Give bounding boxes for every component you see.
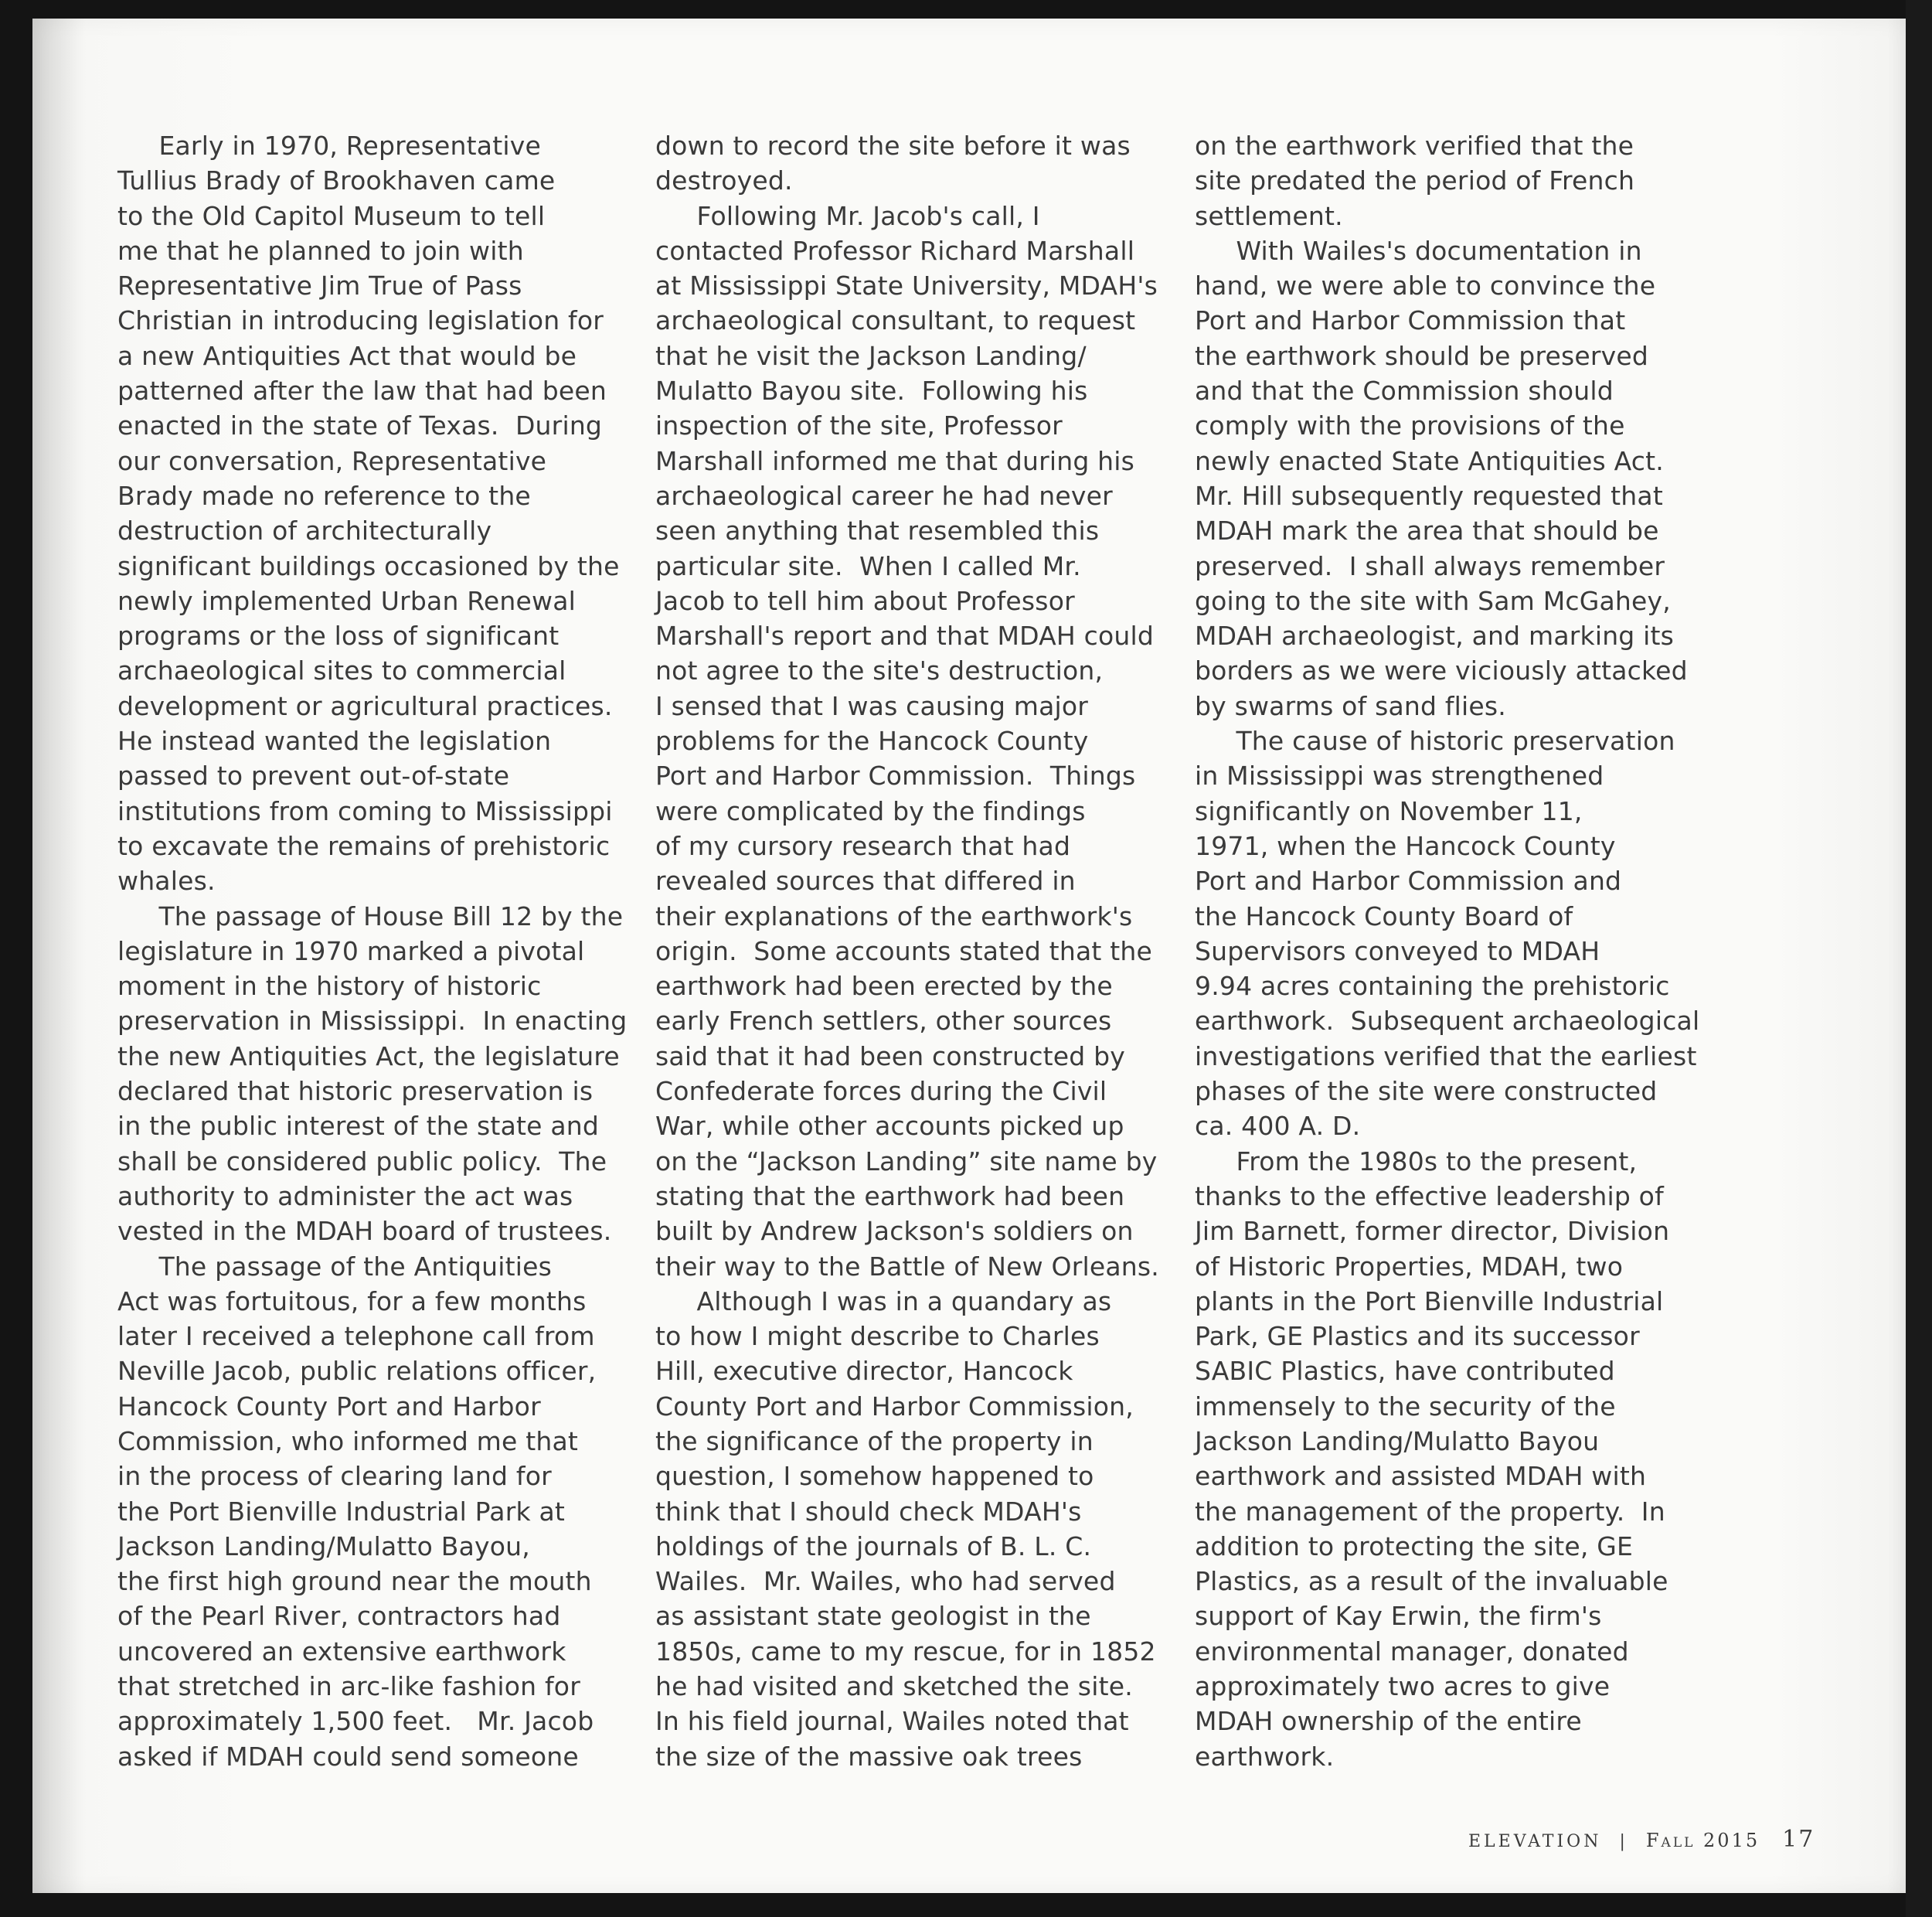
text-line: The cause of historic preservation [1195, 726, 1675, 757]
text-line: said that it had been constructed by [655, 1040, 1126, 1071]
text-line: phases of the site were constructed [1195, 1076, 1658, 1107]
text-line: built by Andrew Jackson's soldiers on [655, 1216, 1134, 1247]
text-line: Christian in introducing legislation for [117, 305, 604, 336]
text-line: Brady made no reference to the [117, 480, 531, 511]
text-line: institutions from coming to Mississippi [117, 795, 613, 826]
text-line: MDAH ownership of the entire [1195, 1706, 1582, 1737]
text-line: that stretched in arc-like fashion for [117, 1671, 580, 1702]
text-line: Plastics, as a result of the invaluable [1195, 1566, 1668, 1597]
text-line: whales. [117, 866, 216, 897]
text-line: Port and Harbor Commission. Things [655, 761, 1136, 792]
text-line: on the earthwork verified that the [1195, 131, 1634, 161]
text-line: site predated the period of French [1195, 165, 1635, 196]
text-line: hand, we were able to convince the [1195, 271, 1656, 301]
text-line: to how I might describe to Charles [655, 1321, 1100, 1352]
text-line: 1971, when the Hancock County [1195, 830, 1616, 861]
text-column-1 [117, 128, 643, 1774]
text-line: programs or the loss of significant [117, 621, 560, 652]
text-line: stating that the earthwork had been [655, 1180, 1125, 1211]
text-line: Marshall informed me that during his [655, 445, 1135, 476]
text-line: the management of the property. In [1195, 1496, 1665, 1527]
text-line: With Wailes's documentation in [1195, 235, 1642, 266]
text-line: earthwork. Subsequent archaeological [1195, 1006, 1700, 1037]
text-line: newly implemented Urban Renewal [117, 585, 577, 616]
text-line: the new Antiquities Act, the legislature [117, 1040, 620, 1071]
text-line: in the process of clearing land for [117, 1461, 552, 1492]
text-line: archaeological career he had never [655, 480, 1113, 511]
page-footer [1468, 1826, 1815, 1853]
text-line: destruction of architecturally [117, 516, 492, 546]
text-line: newly enacted State Antiquities Act. [1195, 445, 1664, 476]
text-line: the Hancock County Board of [1195, 901, 1573, 931]
text-line: Park, GE Plastics and its successor [1195, 1321, 1640, 1352]
text-line: going to the site with Sam McGahey, [1195, 585, 1671, 616]
text-line: addition to protecting the site, GE [1195, 1531, 1634, 1561]
text-line: Commission, who informed me that [117, 1425, 579, 1456]
text-line: asked if MDAH could send someone [117, 1741, 579, 1772]
text-column-2 [655, 128, 1181, 1774]
text-line: passed to prevent out-of-state [117, 761, 510, 792]
text-line: Jackson Landing/Mulatto Bayou [1195, 1425, 1600, 1456]
text-line: inspection of the site, Professor [655, 410, 1063, 441]
text-line: in the public interest of the state and [117, 1111, 600, 1142]
text-line: destroyed. [655, 165, 793, 196]
text-line: legislature in 1970 marked a pivotal [117, 935, 585, 966]
text-line: He instead wanted the legislation [117, 726, 552, 757]
text-line: The passage of House Bill 12 by the [117, 901, 624, 931]
text-line: me that he planned to join with [117, 235, 524, 266]
text-line: declared that historic preservation is [117, 1076, 594, 1107]
text-line: Jackson Landing/Mulatto Bayou, [117, 1531, 530, 1561]
text-line: Port and Harbor Commission and [1195, 866, 1622, 897]
text-line: a new Antiquities Act that would be [117, 340, 577, 371]
text-line: of Historic Properties, MDAH, two [1195, 1251, 1624, 1282]
page-number: 17 [1782, 1826, 1815, 1853]
text-line: their way to the Battle of New Orleans. [655, 1251, 1159, 1282]
text-line: origin. Some accounts stated that the [655, 935, 1152, 966]
text-line: Mr. Hill subsequently requested that [1195, 480, 1663, 511]
text-line: to excavate the remains of prehistoric [117, 830, 611, 861]
text-line: earthwork and assisted MDAH with [1195, 1461, 1647, 1492]
text-line: archaeological sites to commercial [117, 655, 566, 686]
text-line: the earthwork should be preserved [1195, 340, 1649, 371]
text-line: down to record the site before it was [655, 131, 1131, 161]
text-line: War, while other accounts picked up [655, 1111, 1124, 1142]
text-line: earthwork. [1195, 1741, 1335, 1772]
text-line: Confederate forces during the Civil [655, 1076, 1107, 1107]
text-line: were complicated by the findings [655, 795, 1086, 826]
text-line: ca. 400 A. D. [1195, 1111, 1361, 1142]
text-line: borders as we were viciously attacked [1195, 655, 1688, 686]
text-line: thanks to the effective leadership of [1195, 1180, 1664, 1211]
text-line: not agree to the site's destruction, [655, 655, 1104, 686]
text-line: problems for the Hancock County [655, 726, 1089, 757]
text-line: patterned after the law that had been [117, 376, 607, 407]
text-line: support of Kay Erwin, the firm's [1195, 1601, 1602, 1632]
text-line: particular site. When I called Mr. [655, 550, 1081, 581]
text-line: Jacob to tell him about Professor [655, 585, 1075, 616]
text-line: our conversation, Representative [117, 445, 547, 476]
text-line: Although I was in a quandary as [655, 1285, 1112, 1316]
text-line: significantly on November 11, [1195, 795, 1583, 826]
text-line: Representative Jim True of Pass [117, 271, 522, 301]
text-line: Tullius Brady of Brookhaven came [117, 165, 556, 196]
text-line: of my cursory research that had [655, 830, 1071, 861]
text-line: County Port and Harbor Commission, [655, 1391, 1134, 1422]
text-line: approximately 1,500 feet. Mr. Jacob [117, 1706, 594, 1737]
text-line: vested in the MDAH board of trustees. [117, 1216, 612, 1247]
text-line: approximately two acres to give [1195, 1671, 1611, 1702]
text-line: In his field journal, Wailes noted that [655, 1706, 1129, 1737]
text-line: 9.94 acres containing the prehistoric [1195, 971, 1670, 1002]
text-line: Hancock County Port and Harbor [117, 1391, 541, 1422]
text-line: Port and Harbor Commission that [1195, 305, 1626, 336]
text-line: moment in the history of historic [117, 971, 542, 1002]
text-line: of the Pearl River, contractors had [117, 1601, 561, 1632]
text-line: their explanations of the earthwork's [655, 901, 1133, 931]
text-line: I sensed that I was causing major [655, 690, 1089, 721]
text-line: preservation in Mississippi. In enacting [117, 1006, 628, 1037]
text-line: and that the Commission should [1195, 376, 1614, 407]
text-line: archaeological consultant, to request [655, 305, 1136, 336]
text-line: preserved. I shall always remember [1195, 550, 1665, 581]
text-line: The passage of the Antiquities [117, 1251, 553, 1282]
text-line: environmental manager, donated [1195, 1636, 1629, 1667]
text-line: Hill, executive director, Hancock [655, 1356, 1073, 1387]
text-line: on the “Jackson Landing” site name by [655, 1146, 1158, 1176]
text-line: earthwork had been erected by the [655, 971, 1113, 1002]
publication-name: ELEVATION [1468, 1832, 1602, 1851]
text-line: to the Old Capitol Museum to tell [117, 200, 546, 231]
text-line: as assistant state geologist in the [655, 1601, 1091, 1632]
text-line: authority to administer the act was [117, 1180, 573, 1211]
text-line: at Mississippi State University, MDAH's [655, 271, 1158, 301]
text-line: the Port Bienville Industrial Park at [117, 1496, 566, 1527]
text-line: Marshall's report and that MDAH could [655, 621, 1154, 652]
issue-season: Fall 2015 [1645, 1830, 1760, 1851]
text-line: in Mississippi was strengthened [1195, 761, 1604, 792]
text-line: holdings of the journals of B. L. C. [655, 1531, 1092, 1561]
text-line: Early in 1970, Representative [117, 131, 541, 161]
text-line: SABIC Plastics, have contributed [1195, 1356, 1615, 1387]
text-line: significant buildings occasioned by the [117, 550, 620, 581]
text-line: MDAH mark the area that should be [1195, 516, 1659, 546]
text-line: contacted Professor Richard Marshall [655, 235, 1135, 266]
text-line: settlement. [1195, 200, 1343, 231]
text-line: by swarms of sand flies. [1195, 690, 1506, 721]
text-line: MDAH archaeologist, and marking its [1195, 621, 1675, 652]
text-line: question, I somehow happened to [655, 1461, 1094, 1492]
text-line: immensely to the security of the [1195, 1391, 1616, 1422]
text-line: the first high ground near the mouth [117, 1566, 592, 1597]
text-line: enacted in the state of Texas. During [117, 410, 603, 441]
text-line: Act was fortuitous, for a few months [117, 1285, 587, 1316]
text-line: revealed sources that differed in [655, 866, 1076, 897]
text-line: Wailes. Mr. Wailes, who had served [655, 1566, 1116, 1597]
text-line: the size of the massive oak trees [655, 1741, 1083, 1772]
text-line: Following Mr. Jacob's call, I [655, 200, 1040, 231]
text-line: plants in the Port Bienville Industrial [1195, 1285, 1664, 1316]
text-line: Supervisors conveyed to MDAH [1195, 935, 1600, 966]
text-line: think that I should check MDAH's [655, 1496, 1082, 1527]
text-line: he had visited and sketched the site. [655, 1671, 1133, 1702]
text-line: Mulatto Bayou site. Following his [655, 376, 1088, 407]
page-spine-shadow [32, 19, 87, 1893]
text-line: Jim Barnett, former director, Division [1195, 1216, 1670, 1247]
text-line: that he visit the Jackson Landing/ [655, 340, 1087, 371]
text-line: later I received a telephone call from [117, 1321, 595, 1352]
text-column-3 [1195, 128, 1720, 1774]
text-line: early French settlers, other sources [655, 1006, 1112, 1037]
text-line: uncovered an extensive earthwork [117, 1636, 566, 1667]
text-line: the significance of the property in [655, 1425, 1094, 1456]
text-line: shall be considered public policy. The [117, 1146, 607, 1176]
text-line: seen anything that resembled this [655, 516, 1100, 546]
text-line: From the 1980s to the present, [1195, 1146, 1638, 1176]
text-line: comply with the provisions of the [1195, 410, 1625, 441]
footer-separator: | [1619, 1832, 1628, 1851]
text-line: investigations verified that the earliest [1195, 1040, 1697, 1071]
text-line: 1850s, came to my rescue, for in 1852 [655, 1636, 1156, 1667]
text-line: development or agricultural practices. [117, 690, 613, 721]
scan-edge [1906, 0, 1932, 1917]
text-line: Neville Jacob, public relations officer, [117, 1356, 597, 1387]
